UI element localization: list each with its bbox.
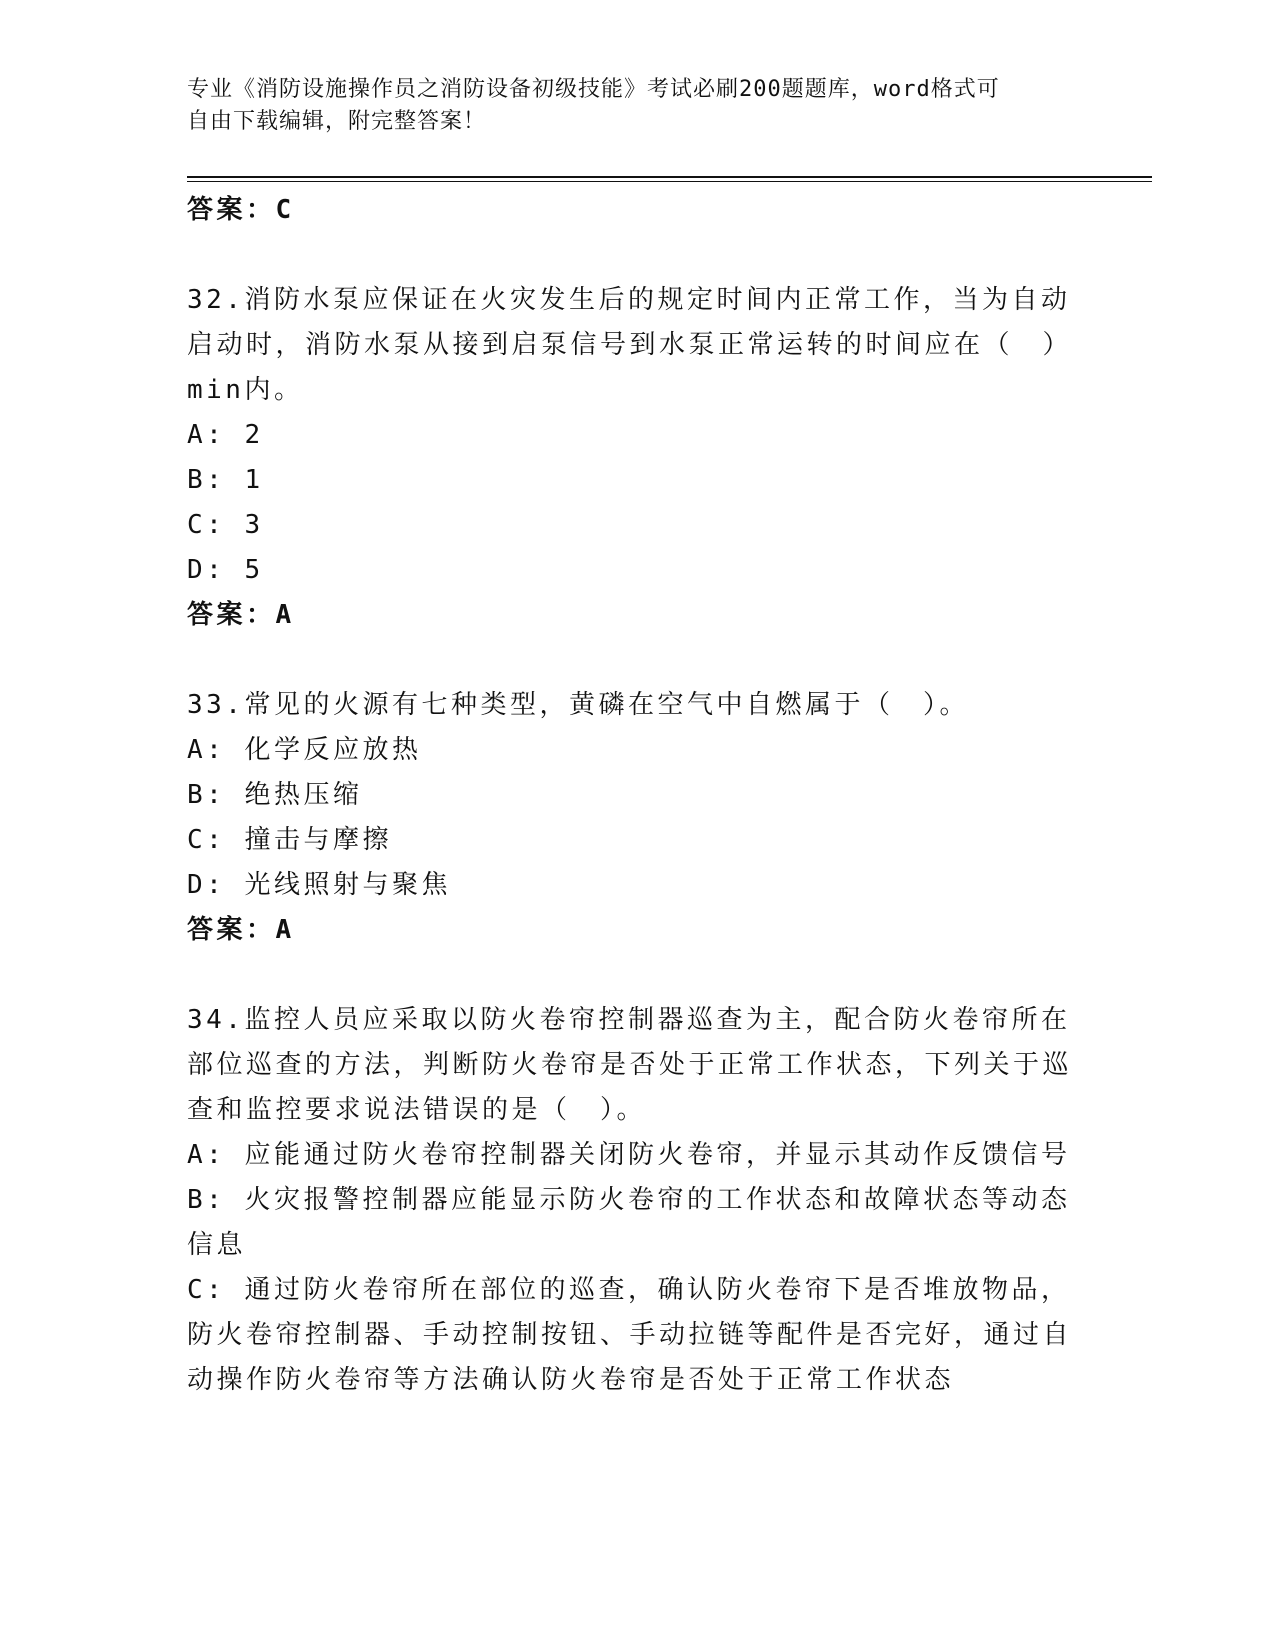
question-32-text: 32.消防水泵应保证在火灾发生后的规定时间内正常工作，当为自动启动时，消防水泵从接到启泵信号到水泵正常运转的时间应在（ ）min内。	[187, 285, 1073, 405]
header-divider-thin	[187, 181, 1152, 182]
header-line-2: 自由下载编辑，附完整答案！	[187, 109, 487, 134]
question-33-answer: 答案：A	[187, 915, 295, 945]
spacer	[187, 953, 1092, 998]
header-line-1: 专业《消防设施操作员之消防设备初级技能》考试必刷200题题库，word格式可	[187, 77, 1000, 102]
question-32-option-a: A: 2	[187, 420, 264, 450]
question-33-option-d: D: 光线照射与聚焦	[187, 870, 451, 900]
question-34-text: 34.监控人员应采取以防火卷帘控制器巡查为主，配合防火卷帘所在部位巡查的方法，判断防火卷帘是否处于正常工作状态，下列关于巡查和监控要求说法错误的是（ ）。	[187, 1005, 1073, 1125]
question-34-option-b: B: 火灾报警控制器应能显示防火卷帘的工作状态和故障状态等动态信息	[187, 1185, 1071, 1260]
question-32-option-b: B: 1	[187, 465, 264, 495]
spacer	[187, 638, 1092, 683]
question-34-option-a: A: 应能通过防火卷帘控制器关闭防火卷帘，并显示其动作反馈信号	[187, 1140, 1071, 1170]
question-content	[187, 188, 1092, 1403]
spacer	[187, 233, 1092, 278]
header-divider-thick	[187, 176, 1152, 178]
question-33-option-c: C: 撞击与摩擦	[187, 825, 392, 855]
question-33-option-b: B: 绝热压缩	[187, 780, 363, 810]
document-header	[187, 74, 1067, 138]
question-32-option-c: C: 3	[187, 510, 264, 540]
question-32-option-d: D: 5	[187, 555, 264, 585]
question-33-text: 33.常见的火源有七种类型，黄磷在空气中自燃属于（ ）。	[187, 690, 969, 720]
question-34-option-c: C: 通过防火卷帘所在部位的巡查，确认防火卷帘下是否堆放物品，防火卷帘控制器、手动控制按钮、手动拉链等配件是否完好，通过自动操作防火卷帘等方法确认防火卷帘是否处于正常工作状态	[187, 1275, 1073, 1395]
question-32-answer: 答案：A	[187, 600, 295, 630]
answer-label: 答案：C	[187, 195, 295, 225]
question-33-option-a: A: 化学反应放热	[187, 735, 422, 765]
